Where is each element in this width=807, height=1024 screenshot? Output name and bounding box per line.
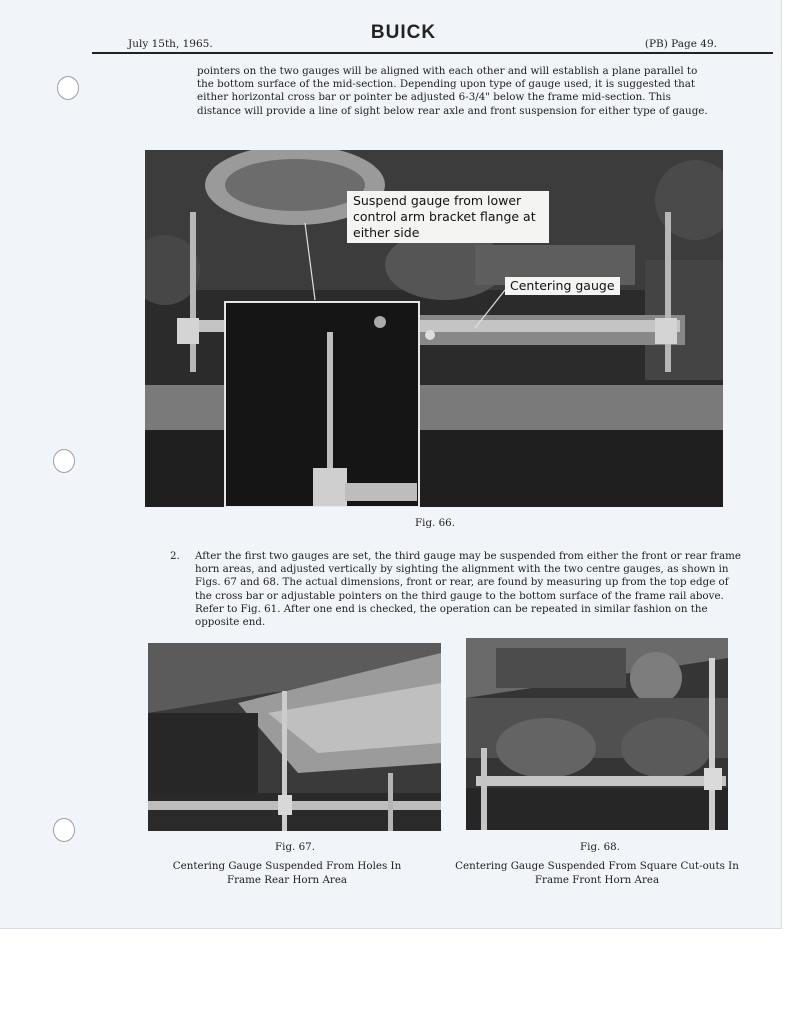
punch-hole-middle [53, 449, 75, 473]
punch-hole-top [57, 76, 79, 100]
fig68-illustration [466, 638, 728, 830]
step-2-number: 2. [170, 550, 180, 562]
fig66-caption: Fig. 66. [415, 517, 455, 529]
header-date: July 15th, 1965. [128, 38, 213, 50]
fig68-caption: Fig. 68. [580, 841, 620, 853]
punch-hole-bottom [53, 818, 75, 842]
fig68-photo [466, 638, 728, 830]
fig67-photo [148, 643, 441, 831]
header-page-number: (PB) Page 49. [644, 38, 717, 50]
header-rule [92, 52, 773, 54]
fig68-description: Centering Gauge Suspended From Square Cut-outs In Frame Front Horn Area [455, 860, 739, 886]
fig67-caption: Fig. 67. [275, 841, 315, 853]
fig67-description: Centering Gauge Suspended From Holes In Frame Rear Horn Area [172, 860, 402, 886]
step-2-paragraph: After the first two gauges are set, the third gauge may be suspended from either the front or rear frame horn areas, and adjusted vertically by sighting the alignment with the two centre gauges, as shown in Figs. 67 and 68. The actual dimensions, front or rear, are found by measuring up from the top edge of the cross bar or adjustable pointers on the third gauge to the bottom surface of the frame rail above. Refer to Fig. 61. After one end is checked, the operation can be repeated in similar fashion on the opposite end. [195, 550, 741, 629]
header-brand: BUICK [370, 22, 437, 43]
intro-paragraph: pointers on the two gauges will be aligned with each other and will establish a plane parallel to the bottom surface of the mid-section. Depending upon type of gauge used, it is suggested that either horizontal cross bar or pointer be adjusted 6-3/4" below the frame mid-section. This distance will provide a line of sight below rear axle and front suspension for either type of gauge. [197, 65, 708, 117]
fig66-callout-centering-gauge: Centering gauge [505, 277, 620, 295]
fig66-callout-gauge-suspension: Suspend gauge from lower control arm bracket flange at either side [347, 191, 549, 243]
fig67-illustration [148, 643, 441, 831]
fig66-photo [145, 150, 723, 507]
